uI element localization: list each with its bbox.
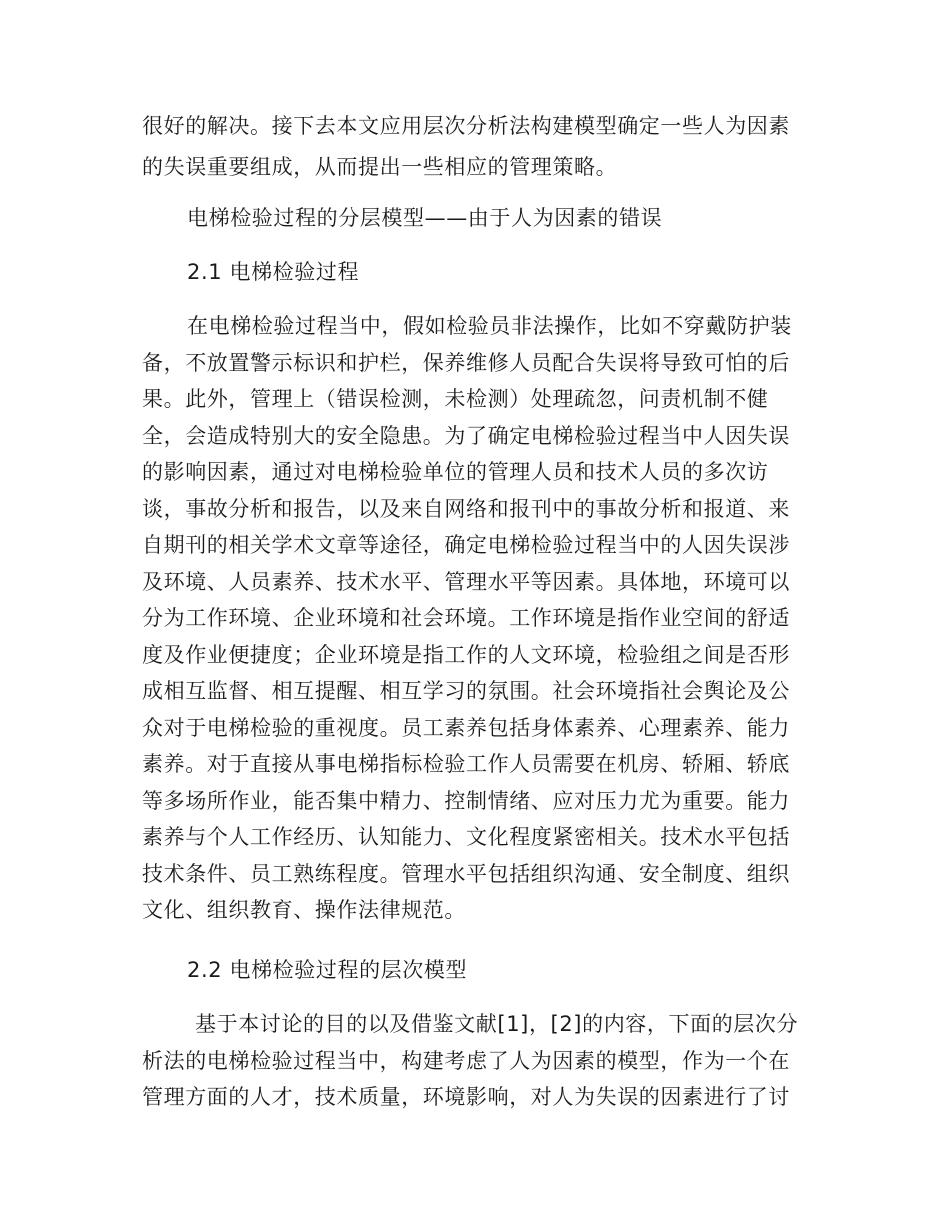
text-line: 等多场所作业，能否集中精力、控制情绪、应对压力尤为重要。能力 <box>142 788 790 813</box>
heading-hierarchical-model: 电梯检验过程的分层模型——由于人为因素的错误 <box>187 206 663 230</box>
text-line: 在电梯检验过程当中，假如检验员非法操作，比如不穿戴防护装 <box>187 314 792 338</box>
heading-section-2-2: 2.2 电梯检验过程的层次模型 <box>187 958 468 982</box>
text-line: 分为工作环境、企业环境和社会环境。工作环境是指作业空间的舒适 <box>142 606 790 630</box>
text-line: 素养与个人工作经历、认知能力、文化程度紧密相关。技术水平包括 <box>142 825 790 849</box>
heading-section-2-1: 2.1 电梯检验过程 <box>187 260 360 284</box>
text-line: 很好的解决。接下去本文应用层次分析法构建模型确定一些人为因素 <box>142 114 790 138</box>
text-line: 的影响因素，通过对电梯检验单位的管理人员和技术人员的多次访 <box>142 460 769 484</box>
text-line: 全，会造成特别大的安全隐患。为了确定电梯检验过程当中人因失误 <box>142 423 790 448</box>
text-line: 技术条件、员工熟练程度。管理水平包括组织沟通、安全制度、组织 <box>142 861 790 886</box>
text-line: 素养。对于直接从事电梯指标检验工作人员需要在机房、轿厢、轿底 <box>142 752 790 776</box>
text-line: 众对于电梯检验的重视度。员工素养包括身体素养、心理素养、能力 <box>142 715 790 740</box>
text-line: 文化、组织教育、操作法律规范。 <box>142 898 466 922</box>
text-line: 成相互监督、相互提醒、相互学习的氛围。社会环境指社会舆论及公 <box>142 679 790 703</box>
text-line: 及环境、人员素养、技术水平、管理水平等因素。具体地，环境可以 <box>142 569 790 594</box>
text-line: 备，不放置警示标识和护栏，保养维修人员配合失误将导致可怕的后 <box>142 350 790 375</box>
text-line: 管理方面的人才，技术质量，环境影响，对人为失误的因素进行了讨 <box>142 1085 790 1109</box>
text-line: 果。此外，管理上（错误检测，未检测）处理疏忽，问责机制不健 <box>142 387 769 411</box>
text-line: 自期刊的相关学术文章等途径，确定电梯检验过程当中的人因失误涉 <box>142 533 790 557</box>
text-line: 度及作业便捷度；企业环境是指工作的人文环境，检验组之间是否形 <box>142 642 790 667</box>
text-line: 基于本讨论的目的以及借鉴文献[1]，[2]的内容，下面的层次分 <box>195 1012 799 1036</box>
text-line: 的失误重要组成，从而提出一些相应的管理策略。 <box>142 154 618 179</box>
text-line: 谈，事故分析和报告，以及来自网络和报刊中的事故分析和报道、来 <box>142 496 790 521</box>
text-line: 析法的电梯检验过程当中，构建考虑了人为因素的模型，作为一个在 <box>142 1048 790 1073</box>
